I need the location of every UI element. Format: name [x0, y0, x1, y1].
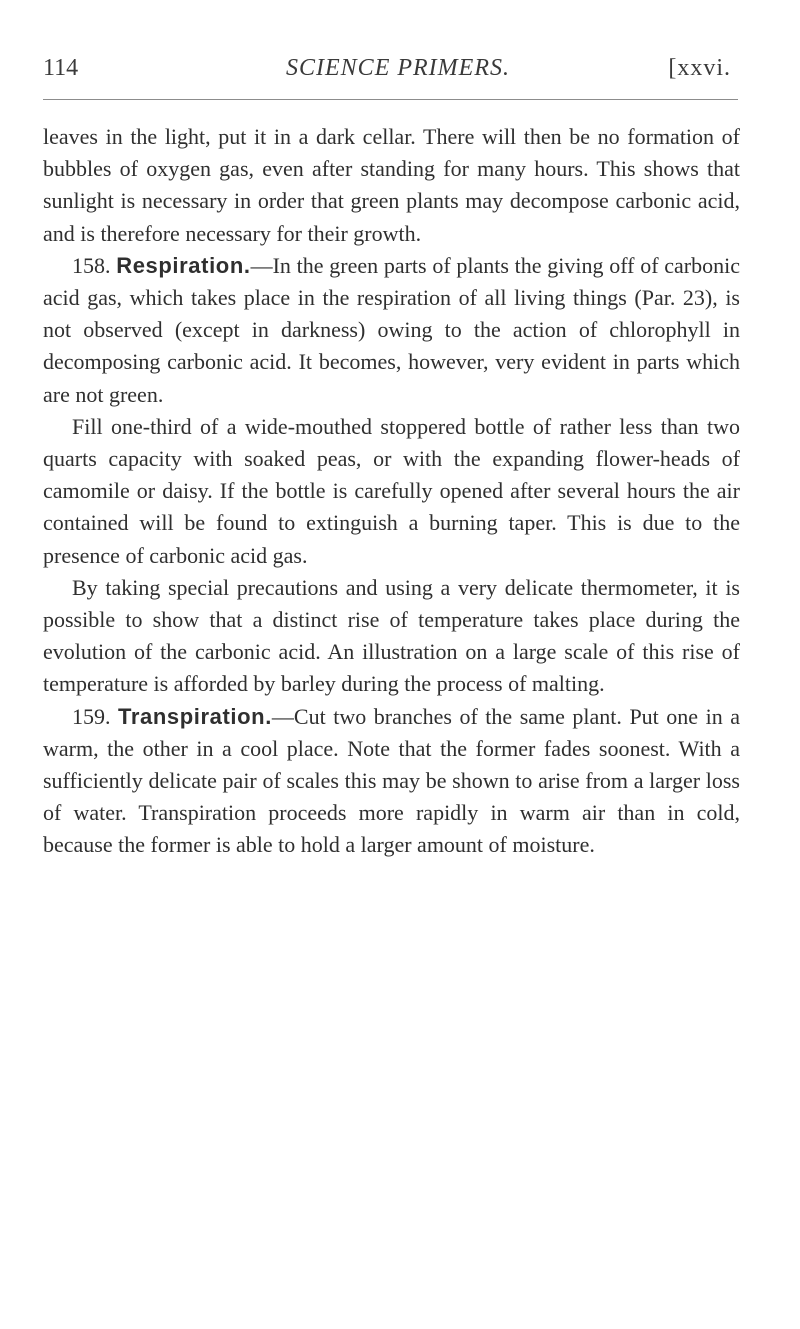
paragraph-continued: leaves in the light, put it in a dark cellar. There will then be no formation of bubbles of oxygen gas, even after standing for many hours. This shows that sunlight is necessary in order that green plants may decompose carbonic acid, and is therefore necessary for their growth. — [43, 124, 740, 246]
section-158-title: Respiration. — [116, 252, 251, 278]
running-title: SCIENCE PRIMERS. — [286, 55, 510, 81]
section-159-text: —Cut two branches of the same plant. Put one in a warm, the other in a cool place. Note that the former fades soonest. With a sufficiently delicate pair of scales this may be shown to arise from a larger loss of water. Transpiration proceeds more rapidly in warm air than in cold, because the former is able to hold a larger amount of moisture. — [43, 703, 741, 858]
body-text — [43, 121, 740, 862]
section-158-paragraph — [43, 250, 740, 411]
section-159-paragraph — [43, 701, 740, 862]
page-number: 114 — [43, 55, 79, 81]
running-header — [43, 48, 741, 88]
chapter-mark: [xxvi. — [668, 55, 731, 81]
section-158-number: 158. — [72, 252, 111, 278]
header-rule — [43, 99, 738, 100]
section-158-text: —In the green parts of plants the giving off of carbonic acid gas, which takes place in the respiration of all living things (Par. 23), is not observed (except in darkness) owing to the action of chlorophyll in decomposing carbonic acid. It becomes, however, very evident in parts which are not green. — [43, 252, 740, 407]
section-159-title: Transpiration. — [118, 703, 272, 729]
section-159-number: 159. — [72, 703, 111, 729]
paragraph-temperature: By taking special precautions and using a very delicate thermometer, it is possible to show that a distinct rise of temperature takes place during the evolution of the carbonic acid. An illustration on a large scale of this rise of temperature is afforded by barley during the process of malting. — [43, 574, 740, 697]
paragraph-experiment-bottle: Fill one-third of a wide-mouthed stoppered bottle of rather less than two quarts capacity with soaked peas, or with the expanding flower-heads of camomile or daisy. If the bottle is carefully opened after several hours the air contained will be found to extinguish a burning taper. This is due to the presence of carbonic acid gas. — [43, 413, 740, 568]
